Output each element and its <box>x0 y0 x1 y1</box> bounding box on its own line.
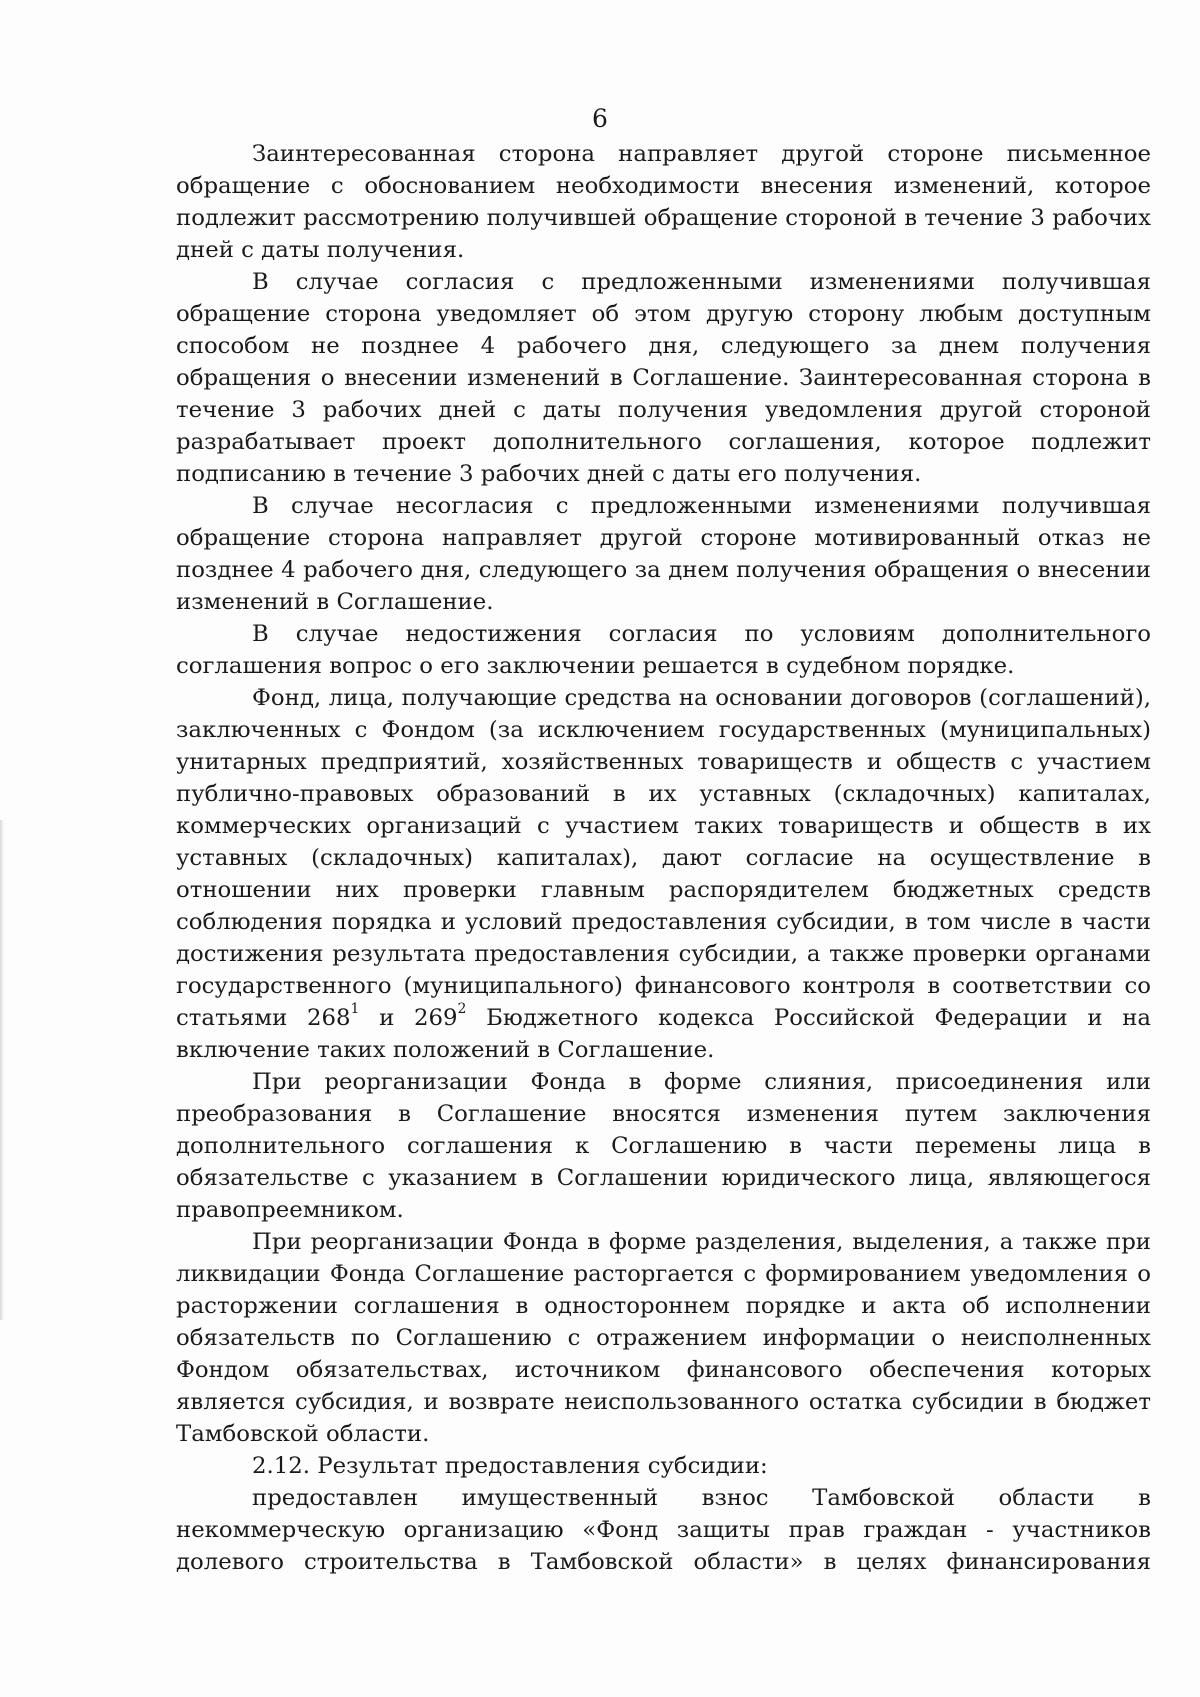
page-number: 6 <box>592 104 608 133</box>
fund-text-part-1: Фонд, лица, получающие средства на основании договоров (соглашений), заключенных с Фондом (за исключением государственных (муниципальных) унитарных предприятий, хозяйственных товариществ и обществ с участием публично-правовых образований в их уставных (складочных) капиталах, коммерческих организаций с участием таких товариществ и обществ в их уставных (складочных) капиталах), дают согласие на осуществление в отношении них проверки главным распорядителем бюджетных средств соблюдения порядка и условий предоставления субсидии, в том числе в части достижения результата предоставления субсидии, а также проверки органами государственного (муниципального) финансового контроля в соответствии со статьями 268 <box>176 685 1151 1031</box>
paragraph-agreement-consent: В случае согласия с предложенными изменениями получившая обращение сторона уведомляет об этом другую сторону любым доступным способом не позднее 4 рабочего дня, следующего за днем получения обращения о внесении изменений в Соглашение. Заинтересованная сторона в течение 3 рабочих дней с даты получения уведомления другой стороной разрабатывает проект дополнительного соглашения, которое подлежит подписанию в течение 3 рабочих дней с даты его получения. <box>176 269 1151 487</box>
document-body <box>176 138 1151 1578</box>
paragraph-court: В случае недостижения согласия по условиям дополнительного соглашения вопрос о его заключении решается в судебном порядке. <box>176 621 1151 679</box>
superscript-2: 2 <box>457 1001 467 1018</box>
section-heading-2-12: 2.12. Результат предоставления субсидии: <box>252 1453 768 1479</box>
superscript-1: 1 <box>350 1001 360 1018</box>
paragraph-result: предоставлен имущественный взнос Тамбовской области в некоммерческую организацию «Фонд защиты прав граждан - участников долевого строительства в Тамбовской области» в целях финансирования <box>176 1485 1151 1575</box>
paragraph-reorganization-merger: При реорганизации Фонда в форме слияния, присоединения или преобразования в Соглашение вносятся изменения путем заключения дополнительного соглашения к Соглашению в части перемены лица в обязательстве с указанием в Соглашении юридического лица, являющегося правопреемником. <box>176 1069 1151 1223</box>
paragraph-appeal: Заинтересованная сторона направляет другой стороне письменное обращение с обоснованием необходимости внесения изменений, которое подлежит рассмотрению получившей обращение стороной в течение 3 рабочих дней с даты получения. <box>176 141 1151 263</box>
paragraph-reorganization-division: При реорганизации Фонда в форме разделения, выделения, а также при ликвидации Фонда Соглашение расторгается с формированием уведомления о расторжении соглашения в одностороннем порядке и акта об исполнении обязательств по Соглашению с отражением информации о неисполненных Фондом обязательствах, источником финансового обеспечения которых является субсидия, и возврате неиспользованного остатка субсидии в бюджет Тамбовской области. <box>176 1229 1151 1447</box>
fund-text-part-2: и 269 <box>359 1005 458 1031</box>
paragraph-refusal: В случае несогласия с предложенными изменениями получившая обращение сторона направляет другой стороне мотивированный отказ не позднее 4 рабочего дня, следующего за днем получения обращения о внесении изменений в Соглашение. <box>176 493 1151 615</box>
fund-text-part-3: Бюджетного кодекса Российской Федерации и на включение таких положений в Соглашение. <box>176 1005 1151 1063</box>
scan-edge-shadow <box>0 820 4 1320</box>
paragraph-fund-consent <box>176 682 1151 1066</box>
